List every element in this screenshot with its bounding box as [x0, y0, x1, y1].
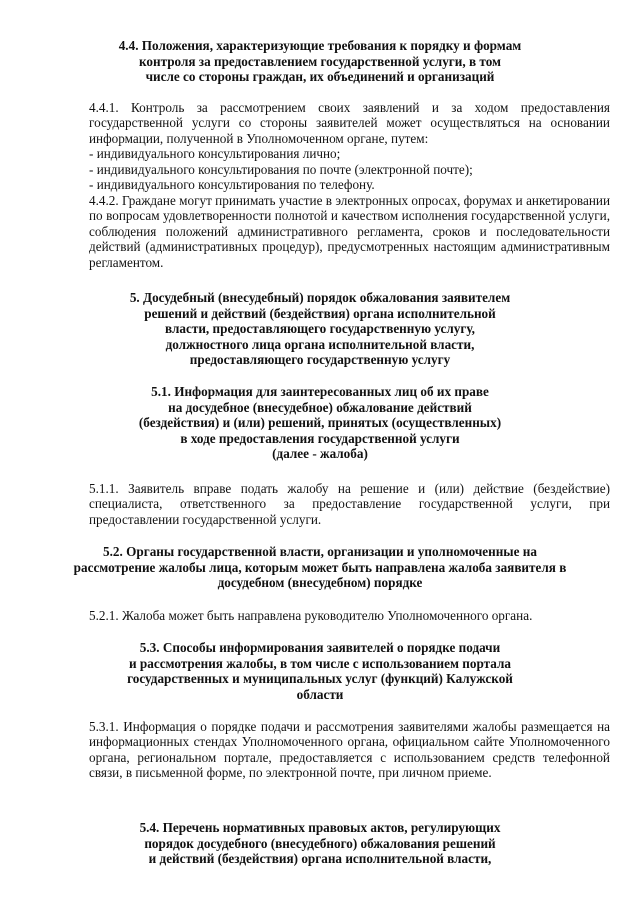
- section-5-heading: [60, 290, 580, 368]
- heading-line: (бездействия) и (или) решений, принятых (осуществленных): [138, 415, 502, 431]
- bullet-item: - индивидуального консультирования по телефону.: [89, 177, 375, 192]
- paragraph-5-3-1: 5.3.1. Информация о порядке подачи и рассмотрения заявителями жалобы размещается на информационных стендах Уполномоченного органа, официальном сайте Уполномоченного органа, региональном портале, предоставляется с использованием средств телефонной связи, в письменной форме, по электронной почте, при личном приеме.: [89, 719, 610, 781]
- paragraph-5-2-1: 5.2.1. Жалоба может быть направлена руководителю Уполномоченного органа.: [89, 608, 533, 623]
- heading-line: власти, предоставляющего государственную услугу,: [165, 321, 475, 337]
- heading-line: (далее - жалоба): [272, 446, 368, 462]
- heading-line: 5. Досудебный (внесудебный) порядок обжалования заявителем: [129, 290, 511, 305]
- bullet-item: - индивидуального консультирования по почте (электронной почте);: [89, 162, 473, 177]
- heading-line: контроля за предоставлением государственной услуги, в том: [138, 53, 502, 69]
- heading-line: государственных и муниципальных услуг (функций) Калужской: [127, 671, 513, 687]
- heading-line: 5.2. Органы государственной власти, организации и уполномоченные на: [103, 544, 537, 559]
- heading-line: должностного лица органа исполнительной власти,: [165, 336, 475, 352]
- heading-line: области: [296, 686, 344, 702]
- heading-line: 5.1. Информация для заинтересованных лиц об их праве: [151, 384, 489, 399]
- heading-line: решений и действий (бездействия) органа исполнительной: [144, 305, 496, 321]
- heading-line: порядок досудебного (внесудебного) обжалования решений: [144, 835, 496, 851]
- heading-line: 5.4. Перечень нормативных правовых актов, регулирующих: [139, 820, 501, 835]
- heading-line: 5.3. Способы информирования заявителей о порядке подачи: [139, 640, 501, 655]
- section-5-3-heading: [60, 640, 580, 702]
- heading-line: на досудебное (внесудебное) обжалование действий: [168, 399, 472, 415]
- heading-line: рассмотрение жалобы лица, которым может быть направлена жалоба заявителя в: [73, 559, 567, 575]
- paragraph-4-4-1: 4.4.1. Контроль за рассмотрением своих заявлений и за ходом предоставления государственной услуги со стороны заявителей может осуществляться на основании информации, полученной в Уполномоченном органе, путем:: [89, 100, 610, 146]
- heading-line: досудебном (внесудебном) порядке: [217, 575, 423, 591]
- section-5-4-heading: [60, 820, 580, 867]
- section-5-2-heading: [60, 544, 580, 591]
- section-5-1-heading: [60, 384, 580, 462]
- heading-line: и рассмотрения жалобы, в том числе с использованием портала: [129, 655, 511, 671]
- paragraph-4-4-2: 4.4.2. Граждане могут принимать участие в электронных опросах, форумах и анкетировании по вопросам удовлетворенности полнотой и качеством исполнения государственной услуги, соблюдения положений административного регламента, сроков и последовательности действий (административных процедур), предусмотренных настоящим административным регламентом.: [89, 193, 610, 270]
- heading-line: в ходе предоставления государственной услуги: [180, 430, 460, 446]
- heading-line: и действий (бездействия) органа исполнительной власти,: [148, 851, 492, 867]
- heading-line: числе со стороны граждан, их объединений и организаций: [145, 69, 495, 85]
- heading-line: 4.4. Положения, характеризующие требования к порядку и формам: [118, 38, 522, 53]
- section-4-4-heading: [60, 38, 580, 85]
- heading-line: предоставляющего государственную услугу: [189, 352, 451, 368]
- paragraph-5-1-1: 5.1.1. Заявитель вправе подать жалобу на решение и (или) действие (бездействие) специалиста, ответственного за предоставление государственной услуги, при предоставлении государственной услуги.: [89, 481, 610, 527]
- bullet-item: - индивидуального консультирования лично;: [89, 146, 341, 161]
